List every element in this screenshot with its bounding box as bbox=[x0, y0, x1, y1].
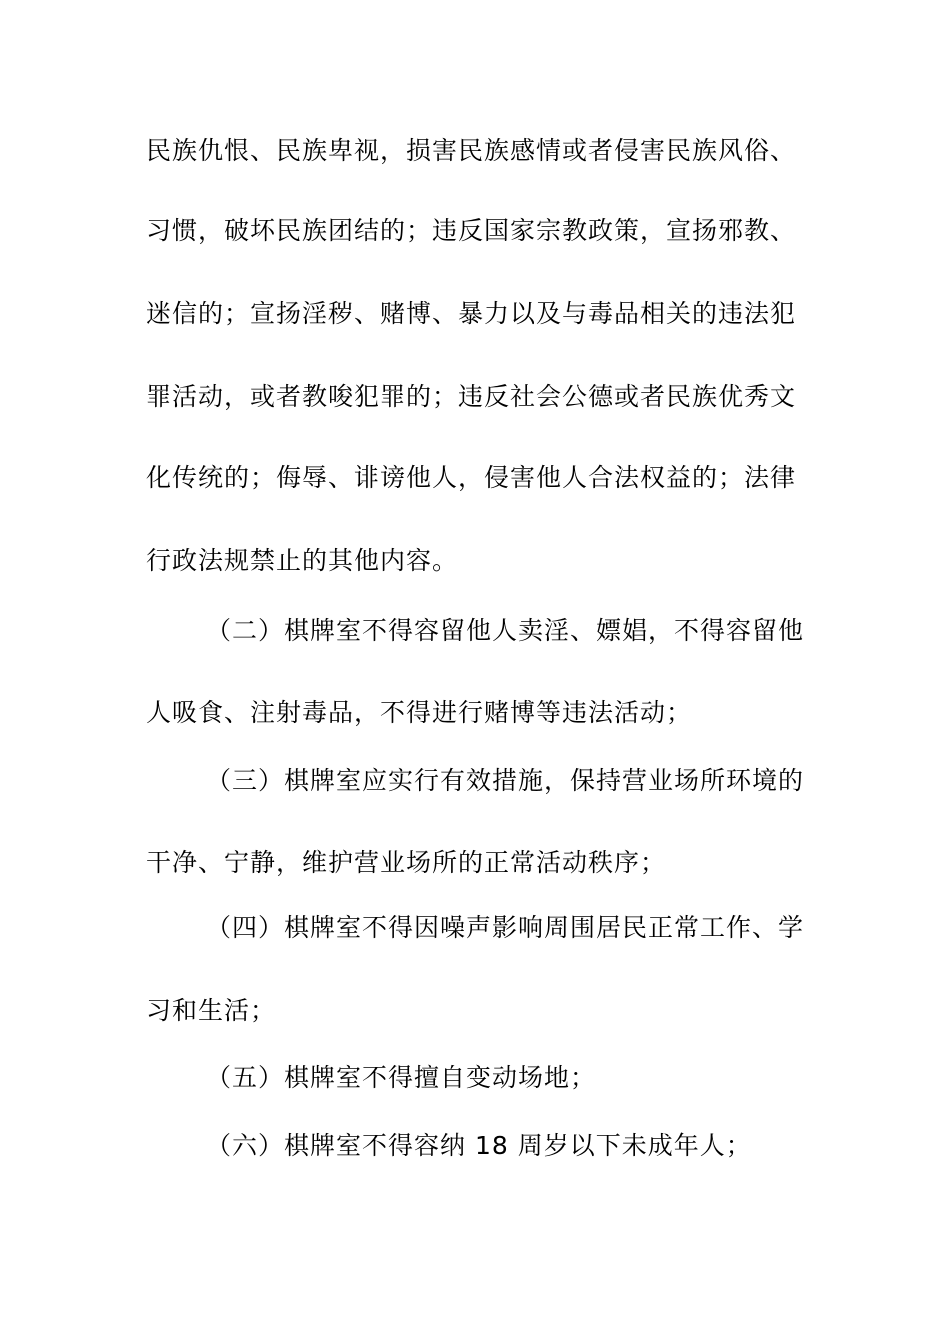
text-line: 行政法规禁止的其他内容。 bbox=[146, 546, 459, 575]
text-line: 民族仇恨、民族卑视，损害民族感情或者侵害民族风俗、 bbox=[146, 136, 797, 165]
text-line: 迷信的；宣扬淫秽、赌博、暴力以及与毒品相关的违法犯 bbox=[146, 299, 797, 328]
paragraph-3-line-1: （三）棋牌室应实行有效措施，保持营业场所环境的 bbox=[206, 766, 805, 795]
paragraph-6-line-1: （六）棋牌室不得容纳 18 周岁以下未成年人； bbox=[206, 1131, 752, 1160]
paragraph-5-line-1: （五）棋牌室不得擅自变动场地； bbox=[206, 1063, 597, 1092]
text-line: 习惯，破坏民族团结的；违反国家宗教政策，宣扬邪教、 bbox=[146, 216, 797, 245]
paragraph-2-line-1: （二）棋牌室不得容留他人卖淫、嫖娼，不得容留他 bbox=[206, 616, 805, 645]
paragraph-4-line-2: 习和生活； bbox=[146, 996, 277, 1025]
paragraph-2-line-2: 人吸食、注射毒品，不得进行赌博等违法活动； bbox=[146, 698, 693, 727]
text-line: 化传统的；侮辱、诽谤他人，侵害他人合法权益的；法律 bbox=[146, 463, 797, 492]
paragraph-4-line-1: （四）棋牌室不得因噪声影响周围居民正常工作、学 bbox=[206, 913, 805, 942]
paragraph-3-line-2: 干净、宁静，维护营业场所的正常活动秩序； bbox=[146, 848, 667, 877]
text-line: 罪活动，或者教唆犯罪的；违反社会公德或者民族优秀文 bbox=[146, 382, 797, 411]
